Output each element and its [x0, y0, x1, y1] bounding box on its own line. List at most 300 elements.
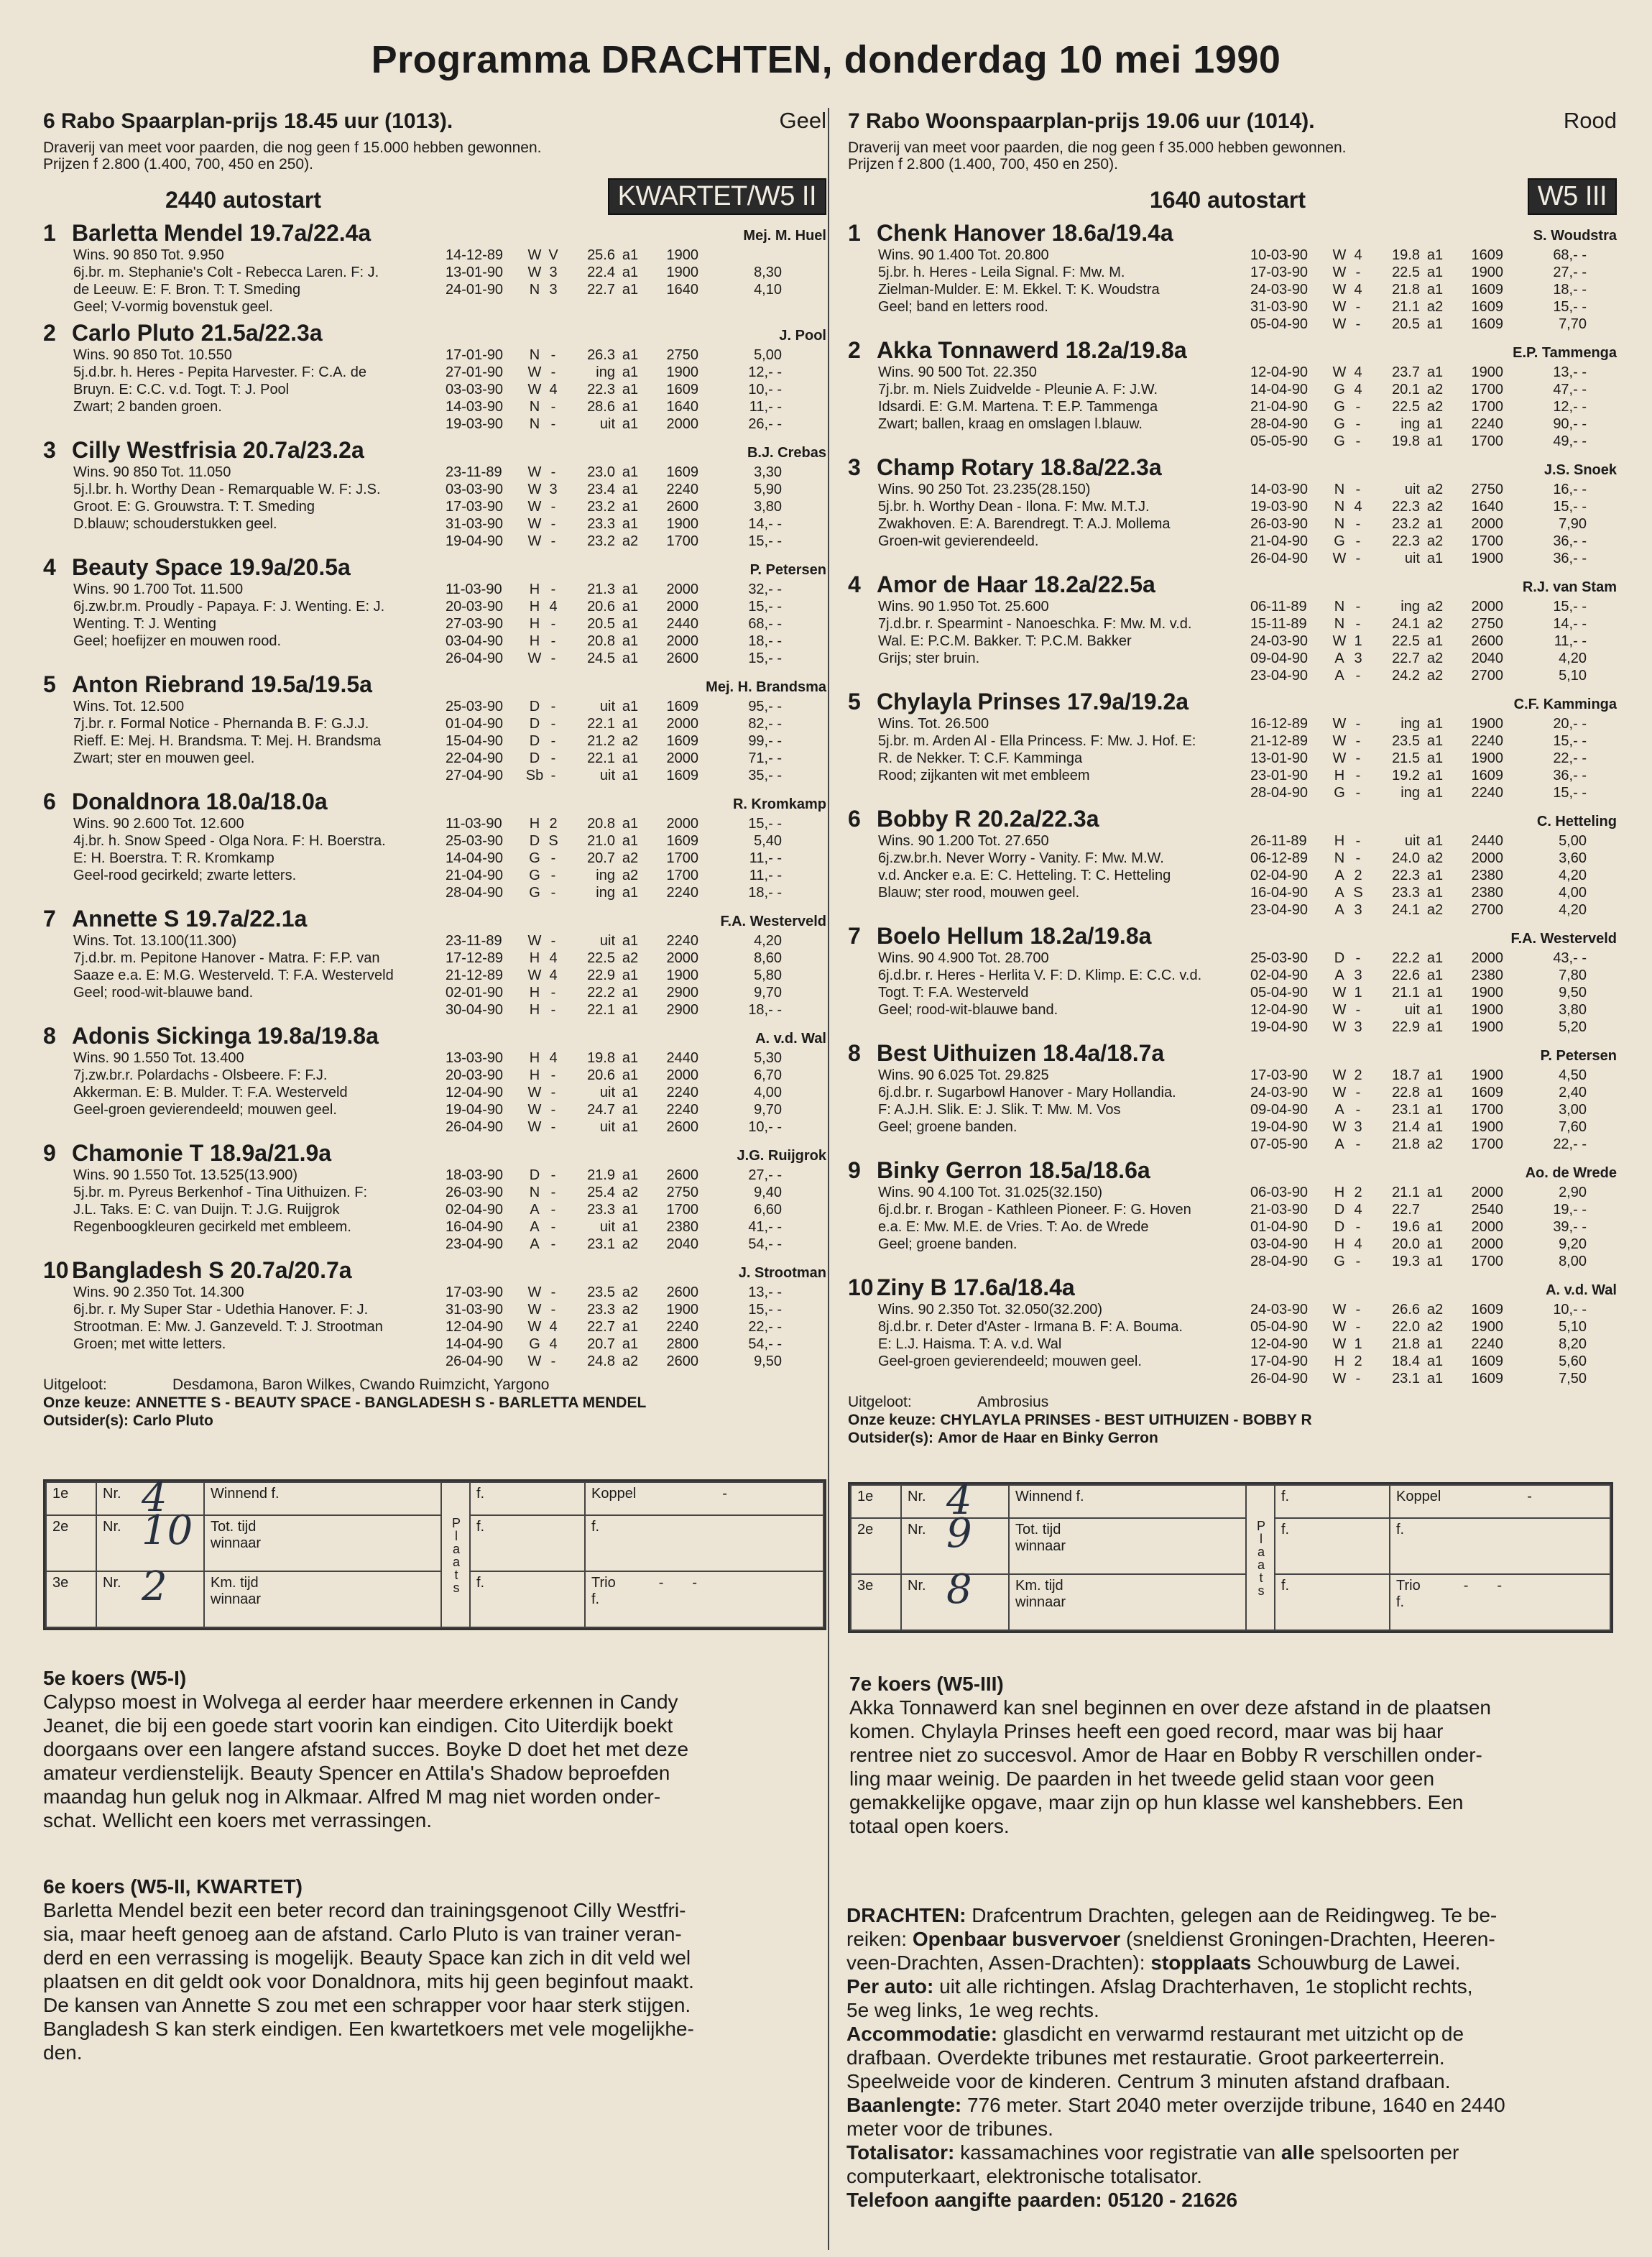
run-distance: 1900 — [666, 1302, 698, 1318]
run-place: 4 — [1354, 247, 1362, 263]
run-distance: 1640 — [666, 399, 698, 415]
run-time: 23.5 — [1392, 733, 1420, 749]
run-date: 02-04-90 — [1250, 967, 1309, 983]
run-place: - — [550, 1202, 556, 1218]
koppel-amount: f. — [1390, 1518, 1610, 1574]
run-start: a2 — [1426, 533, 1444, 549]
run-distance: 2000 — [1471, 1236, 1503, 1252]
run-date: 22-04-90 — [446, 750, 504, 766]
run-time: 28.6 — [587, 399, 615, 415]
horse-info-line: 7j.br. r. Formal Notice - Phernanda B. F: G.J.J. — [73, 716, 369, 732]
run-row — [1250, 1001, 1617, 1019]
info-text: glasdicht en verwarmd restaurant met uitzicht op de — [997, 2023, 1464, 2045]
run-distance: 2000 — [666, 1067, 698, 1083]
run-date: 19-03-90 — [1250, 499, 1309, 515]
trio-cell — [1390, 1574, 1610, 1630]
run-odds: 5,40 — [754, 833, 782, 849]
horse-info — [43, 346, 446, 433]
run-distance: 1609 — [666, 699, 698, 714]
run-place: - — [1355, 482, 1361, 497]
run-time: 22.5 — [1392, 633, 1420, 649]
horse-entry — [43, 789, 826, 901]
run-track: W — [527, 265, 542, 280]
run-time: 22.7 — [587, 1319, 615, 1335]
koppel-label: Koppel — [591, 1486, 637, 1502]
horse-number: 7 — [43, 906, 56, 932]
run-date: 19-04-90 — [446, 1102, 504, 1118]
horse-info-line: Togt. T: F.A. Westerveld — [878, 985, 1029, 1001]
trainer-name: A. v.d. Wal — [1546, 1282, 1617, 1298]
field-label: winnaar — [1015, 1537, 1066, 1554]
run-odds — [698, 247, 782, 264]
run-date: 10-03-90 — [1250, 247, 1309, 263]
run-track: H — [529, 582, 540, 597]
outsider-value: Carlo Pluto — [132, 1412, 213, 1429]
run-date: 28-04-90 — [446, 885, 504, 901]
run-row — [1250, 1318, 1617, 1336]
run-start: a1 — [1426, 433, 1444, 449]
run-date: 17-03-90 — [446, 499, 504, 515]
horse-entry — [848, 220, 1617, 333]
run-distance: 1900 — [1471, 551, 1503, 566]
horse-info-line: Wins. Tot. 26.500 — [878, 716, 989, 732]
run-odds: 6,60 — [754, 1202, 782, 1218]
run-place: - — [550, 516, 556, 532]
run-time: 25.4 — [587, 1185, 615, 1200]
run-row — [1250, 832, 1617, 850]
keuze-label: Onze keuze: — [43, 1394, 131, 1411]
run-place: - — [1355, 950, 1361, 966]
run-place: - — [550, 464, 556, 480]
horse-info-line: Wins. 90 6.025 Tot. 29.825 — [878, 1067, 1049, 1083]
run-time: 23.2 — [587, 499, 615, 515]
run-row — [1250, 498, 1617, 515]
run-start: a2 — [622, 1302, 639, 1318]
run-row — [446, 281, 826, 298]
result-row — [46, 1571, 823, 1627]
run-row — [1250, 433, 1617, 450]
run-start: a1 — [622, 347, 639, 363]
run-place: - — [550, 750, 556, 766]
uitgeloot-line — [848, 1393, 1617, 1411]
horse-info-line: Zwart; 2 banden groen. — [73, 399, 222, 415]
run-place: - — [1355, 785, 1361, 801]
run-distance: 2240 — [666, 1085, 698, 1100]
run-date: 17-04-90 — [1250, 1353, 1309, 1369]
horse-info — [848, 832, 1250, 919]
run-track: W — [1332, 1119, 1347, 1135]
horse-info-line: 5j.br. m. Pyreus Berkenhof - Tina Uithuizen. F: — [73, 1185, 368, 1200]
run-track: A — [1334, 668, 1344, 684]
koppel-amount: f. — [585, 1515, 823, 1571]
run-start: a1 — [622, 699, 639, 714]
run-track: G — [529, 850, 540, 866]
run-date: 14-03-90 — [1250, 482, 1309, 497]
run-track: N — [529, 399, 540, 415]
run-distance: 1700 — [1471, 399, 1503, 415]
run-start: a1 — [1426, 768, 1444, 783]
run-distance: 2750 — [666, 347, 698, 363]
horse-info-line: Idsardi. E: G.M. Martena. T: E.P. Tammenga — [878, 399, 1158, 415]
run-date: 12-04-90 — [1250, 1336, 1309, 1352]
horse-info — [848, 950, 1250, 1036]
horse-info-line: 7j.d.br. r. Spearmint - Nanoeschka. F: Mw. M. v.d. — [878, 616, 1192, 632]
horse-entry — [848, 454, 1617, 567]
field-label: Km. tijd — [211, 1574, 259, 1591]
run-start: a2 — [1426, 902, 1444, 918]
trainer-name: Ao. de Wrede — [1525, 1165, 1617, 1181]
bet-type-badge: KWARTET/W5 II — [608, 178, 826, 215]
run-date: 23-04-90 — [1250, 668, 1309, 684]
info-text: Speelweide voor de kinderen. Centrum 3 minuten afstand drafbaan. — [846, 2070, 1451, 2092]
horse-number: 9 — [43, 1140, 56, 1166]
run-track: W — [1332, 364, 1347, 380]
run-start: a1 — [1426, 1185, 1444, 1200]
run-date: 26-04-90 — [1250, 551, 1309, 566]
run-date: 26-04-90 — [446, 1353, 504, 1369]
run-odds: 22,- - — [748, 1319, 782, 1335]
run-row — [446, 715, 826, 732]
run-place: - — [550, 1185, 556, 1200]
run-time: 20.0 — [1392, 1236, 1420, 1252]
run-time: 20.6 — [587, 1067, 615, 1083]
run-track: N — [1334, 482, 1345, 497]
nr-label: Nr. — [908, 1577, 926, 1594]
run-row — [1250, 732, 1617, 750]
run-place: - — [550, 1002, 556, 1018]
run-date: 17-03-90 — [446, 1284, 504, 1300]
run-place: 4 — [549, 1050, 558, 1066]
run-place: 4 — [1354, 282, 1362, 298]
article-line: maandag hun geluk nog in Alkmaar. Alfred M mag niet worden onder- — [43, 1785, 661, 1808]
run-distance: 2240 — [666, 933, 698, 949]
run-date: 02-01-90 — [446, 985, 504, 1001]
run-date: 19-04-90 — [1250, 1119, 1309, 1135]
run-track: H — [1334, 1236, 1345, 1252]
run-track: W — [527, 933, 542, 949]
run-time: 21.8 — [1392, 282, 1420, 298]
run-date: 24-03-90 — [1250, 282, 1309, 298]
run-place: - — [1355, 1302, 1361, 1318]
run-time: 23.2 — [587, 533, 615, 549]
trainer-name: J. Strootman — [738, 1265, 826, 1281]
horse-number: 8 — [848, 1040, 861, 1066]
horse-info-line: 6j.br. r. My Super Star - Udethia Hanover. F: J. — [73, 1302, 369, 1318]
run-start: a1 — [622, 716, 639, 732]
horse-info-line: Rood; zijkanten wit met embleem — [878, 768, 1090, 783]
horse-info — [43, 815, 446, 901]
horse-info-line: 6j.br. m. Stephanie's Colt - Rebecca Laren. F: J. — [73, 265, 379, 280]
run-odds: 22,- - — [1553, 750, 1587, 766]
run-date: 21-12-89 — [446, 967, 504, 983]
run-row — [446, 984, 826, 1001]
horse-right — [1250, 345, 1617, 450]
run-time: 21.1 — [1392, 299, 1420, 315]
run-date: 03-04-90 — [446, 633, 504, 649]
horse-info — [43, 464, 446, 550]
nr-label: Nr. — [908, 1489, 926, 1504]
horse-entry — [43, 554, 826, 667]
article-line: De kansen van Annette S zou met een schrapper voor haar sterk stijgen. — [43, 1994, 691, 2016]
run-distance: 2800 — [666, 1336, 698, 1352]
run-row — [446, 1284, 826, 1301]
recent-runs — [446, 464, 826, 550]
run-time: 21.3 — [587, 582, 615, 597]
run-start: a1 — [1426, 1019, 1444, 1035]
horse-entry — [43, 906, 826, 1019]
race-header — [43, 108, 826, 134]
run-place: - — [1355, 1219, 1361, 1235]
run-start: a1 — [622, 1319, 639, 1335]
place-label: 1e — [46, 1482, 96, 1515]
article-body — [43, 1690, 819, 1832]
run-distance: 2000 — [666, 633, 698, 649]
horse-right — [446, 1265, 826, 1370]
run-track: G — [1334, 433, 1345, 449]
run-odds: 18,- - — [748, 885, 782, 901]
run-date: 11-03-90 — [446, 816, 502, 832]
run-track: W — [527, 651, 542, 666]
run-distance: 1609 — [1471, 1302, 1503, 1318]
run-distance: 1609 — [1471, 316, 1503, 332]
run-odds: 5,90 — [754, 482, 782, 497]
run-odds: 19,- - — [1553, 1202, 1587, 1218]
run-time: 19.8 — [587, 1050, 615, 1066]
run-odds: 7,70 — [1559, 316, 1587, 332]
run-place: - — [550, 651, 556, 666]
nr-label: Nr. — [908, 1521, 926, 1537]
run-row — [446, 1301, 826, 1318]
run-odds: 54,- - — [748, 1236, 782, 1252]
run-track: A — [1334, 902, 1344, 918]
run-time: uit — [599, 768, 615, 783]
run-start: a1 — [1426, 1085, 1444, 1100]
run-start: a1 — [1426, 868, 1444, 883]
run-odds: 36,- - — [1553, 551, 1587, 566]
run-place: 2 — [1354, 1067, 1362, 1083]
run-distance: 1900 — [1471, 1019, 1503, 1035]
run-distance: 2240 — [666, 885, 698, 901]
run-row — [1250, 867, 1617, 884]
run-date: 05-04-90 — [1250, 1319, 1309, 1335]
run-date: 19-04-90 — [1250, 1019, 1309, 1035]
run-time: ing — [1400, 416, 1420, 432]
horse-info-line: e.a. E: Mw. M.E. de Vries. T: Ao. de Wrede — [878, 1219, 1149, 1235]
run-distance: 1900 — [1471, 1119, 1503, 1135]
result-box-race-6 — [43, 1474, 826, 1630]
horse-number: 6 — [43, 789, 56, 814]
run-time: 23.3 — [1392, 885, 1420, 901]
horse-info-line: 6j.d.br. r. Sugarbowl Hanover - Mary Hollandia. — [878, 1085, 1176, 1100]
recent-runs — [1250, 832, 1617, 919]
run-date: 27-01-90 — [446, 364, 504, 380]
run-track: W — [1332, 1302, 1347, 1318]
horse-right — [1250, 1165, 1617, 1270]
info-heading: Totalisator: — [846, 2141, 955, 2164]
trio-dash: - — [658, 1574, 664, 1591]
horse-entry — [848, 923, 1617, 1036]
run-place: - — [550, 733, 556, 749]
horse-info-line: 5j.l.br. h. Worthy Dean - Remarquable W. F: J.S. — [73, 482, 381, 497]
horse-number: 1 — [43, 220, 56, 246]
horse-entry — [43, 437, 826, 550]
run-track: H — [529, 816, 540, 832]
run-distance: 1700 — [666, 533, 698, 549]
run-track: W — [527, 382, 542, 397]
info-heading: DRACHTEN: — [846, 1904, 966, 1926]
handwritten-number: 9 — [946, 1509, 972, 1557]
horse-info-line: Strootman. E: Mw. J. Ganzeveld. T: J. Strootman — [73, 1319, 383, 1335]
run-date: 13-01-90 — [446, 265, 504, 280]
horse-entry — [848, 1157, 1617, 1270]
horse-info — [848, 481, 1250, 567]
horse-info-line: Regenboogkleuren gecirkeld met embleem. — [73, 1219, 351, 1235]
run-start: a1 — [1426, 265, 1444, 280]
run-track: G — [1334, 785, 1345, 801]
run-time: 19.6 — [1392, 1219, 1420, 1235]
result-field — [204, 1571, 441, 1627]
run-row — [1250, 598, 1617, 615]
run-row — [1250, 1253, 1617, 1270]
run-start: a1 — [622, 399, 639, 415]
run-odds: 13,- - — [1553, 364, 1587, 380]
keuze-line — [848, 1411, 1617, 1429]
run-row — [446, 346, 826, 364]
article-title: 6e koers (W5-II, KWARTET) — [43, 1875, 303, 1898]
run-start: a1 — [622, 633, 639, 649]
recent-runs — [446, 1284, 826, 1370]
run-odds: 5,80 — [754, 967, 782, 983]
article-line: rentree niet zo succesvol. Amor de Haar en Bobby R verschillen onder- — [849, 1744, 1482, 1766]
horse-name: Boelo Hellum 18.2a/19.8a — [877, 923, 1152, 949]
race-condition: Draverij van meet voor paarden, die nog geen f 15.000 hebben gewonnen. — [43, 139, 542, 156]
run-start: a1 — [1426, 1102, 1444, 1118]
horse-info-line: 6j.d.br. r. Heres - Herlita V. F: D. Klimp. E: C.C. v.d. — [878, 967, 1202, 983]
keuze-value: CHYLAYLA PRINSES - BEST UITHUIZEN - BOBBY R — [940, 1412, 1312, 1428]
run-distance: 2240 — [1471, 416, 1503, 432]
race-title: 6 Rabo Spaarplan-prijs 18.45 uur (1013). — [43, 109, 453, 133]
track-info — [846, 1903, 1623, 2212]
article-line: amateur verdienstelijk. Beauty Spencer en Attila's Shadow beproefden — [43, 1762, 670, 1784]
run-distance: 2240 — [1471, 1336, 1503, 1352]
run-distance: 1609 — [666, 768, 698, 783]
run-time: uit — [1404, 1002, 1420, 1018]
run-place: 4 — [1354, 1236, 1362, 1252]
run-date: 05-05-90 — [1250, 433, 1309, 449]
horse-info-line: 7j.br. m. Niels Zuidvelde - Pleunie A. F: J.W. — [878, 382, 1158, 397]
horse-info-line: Wal. E: P.C.M. Bakker. T: P.C.M. Bakker — [878, 633, 1132, 649]
horse-name: Chamonie T 18.9a/21.9a — [72, 1140, 332, 1166]
run-odds: 14,- - — [1553, 616, 1587, 632]
run-row — [446, 1049, 826, 1067]
run-odds: 99,- - — [748, 733, 782, 749]
run-distance: 2040 — [666, 1236, 698, 1252]
run-row — [446, 850, 826, 867]
run-start: a2 — [1426, 668, 1444, 684]
run-date: 09-04-90 — [1250, 651, 1309, 666]
info-text: kassamachines voor registratie van — [954, 2141, 1281, 2164]
horse-entry — [848, 806, 1617, 919]
run-odds: 4,10 — [754, 282, 782, 298]
run-date: 01-04-90 — [446, 716, 504, 732]
horse-number: 6 — [848, 806, 861, 832]
horse-info-line: D.blauw; schouderstukken geel. — [73, 516, 277, 532]
horse-name: Champ Rotary 18.8a/22.3a — [877, 454, 1162, 480]
run-time: 22.8 — [1392, 1085, 1420, 1100]
run-start: a2 — [1426, 599, 1444, 615]
nr-cell — [96, 1563, 204, 1627]
horse-info-line: Wins. 90 1.550 Tot. 13.525(13.900) — [73, 1167, 298, 1183]
run-time: ing — [1400, 785, 1420, 801]
run-start: a1 — [622, 1119, 639, 1135]
run-row — [1250, 515, 1617, 533]
run-start: a1 — [1426, 1219, 1444, 1235]
run-time: 19.8 — [1392, 247, 1420, 263]
horse-info-line: Geel; hoefijzer en mouwen rood. — [73, 633, 282, 649]
uitgeloot-line — [43, 1376, 826, 1394]
run-row — [1250, 298, 1617, 316]
handwritten-number: 10 — [142, 1507, 193, 1554]
run-track: A — [1334, 967, 1344, 983]
run-row — [1250, 398, 1617, 415]
run-place: - — [550, 533, 556, 549]
run-date: 31-03-90 — [446, 516, 504, 532]
run-time: 20.1 — [1392, 382, 1420, 397]
run-odds: 43,- - — [1553, 950, 1587, 966]
run-time: uit — [599, 933, 615, 949]
run-distance: 1900 — [1471, 716, 1503, 732]
run-place: - — [1355, 433, 1361, 449]
run-distance: 1700 — [666, 850, 698, 866]
run-date: 12-04-90 — [1250, 364, 1309, 380]
horse-info-line: Zwart; ster en mouwen geel. — [73, 750, 255, 766]
run-date: 14-12-89 — [446, 247, 504, 263]
horse-number: 10 — [43, 1257, 69, 1283]
run-row — [446, 415, 826, 433]
run-row — [446, 967, 826, 984]
run-start: a2 — [1426, 1319, 1444, 1335]
run-odds: 3,30 — [754, 464, 782, 480]
horse-entry — [848, 571, 1617, 684]
field-label: Winnend f. — [1015, 1489, 1084, 1504]
race-prizes: Prijzen f 2.800 (1.400, 700, 450 en 250). — [848, 156, 1118, 173]
run-date: 19-04-90 — [446, 533, 504, 549]
run-start: a2 — [622, 1284, 639, 1300]
run-start: a2 — [1426, 299, 1444, 315]
run-time: ing — [1400, 599, 1420, 615]
run-row — [446, 464, 826, 481]
run-row — [1250, 1218, 1617, 1236]
run-track: D — [1334, 1219, 1345, 1235]
run-place: 3 — [1354, 967, 1362, 983]
race-color: Geel — [779, 108, 826, 133]
run-date: 24-03-90 — [1250, 633, 1309, 649]
trio-text: Trio — [591, 1574, 616, 1591]
recent-runs — [446, 581, 826, 667]
run-start: a1 — [1426, 1067, 1444, 1083]
run-odds: 15,- - — [1553, 785, 1587, 801]
run-odds: 15,- - — [748, 599, 782, 615]
run-odds: 36,- - — [1553, 768, 1587, 783]
horse-name: Akka Tonnawerd 18.2a/19.8a — [877, 337, 1187, 363]
run-time: uit — [1404, 482, 1420, 497]
run-track: G — [529, 868, 540, 883]
run-odds: 18,- - — [748, 633, 782, 649]
run-distance: 2000 — [666, 950, 698, 966]
field-label: winnaar — [211, 1591, 262, 1607]
info-text: uit alle richtingen. Afslag Drachterhaven, 1e stoplicht rechts, — [933, 1975, 1473, 1998]
run-date: 27-03-90 — [446, 616, 504, 632]
